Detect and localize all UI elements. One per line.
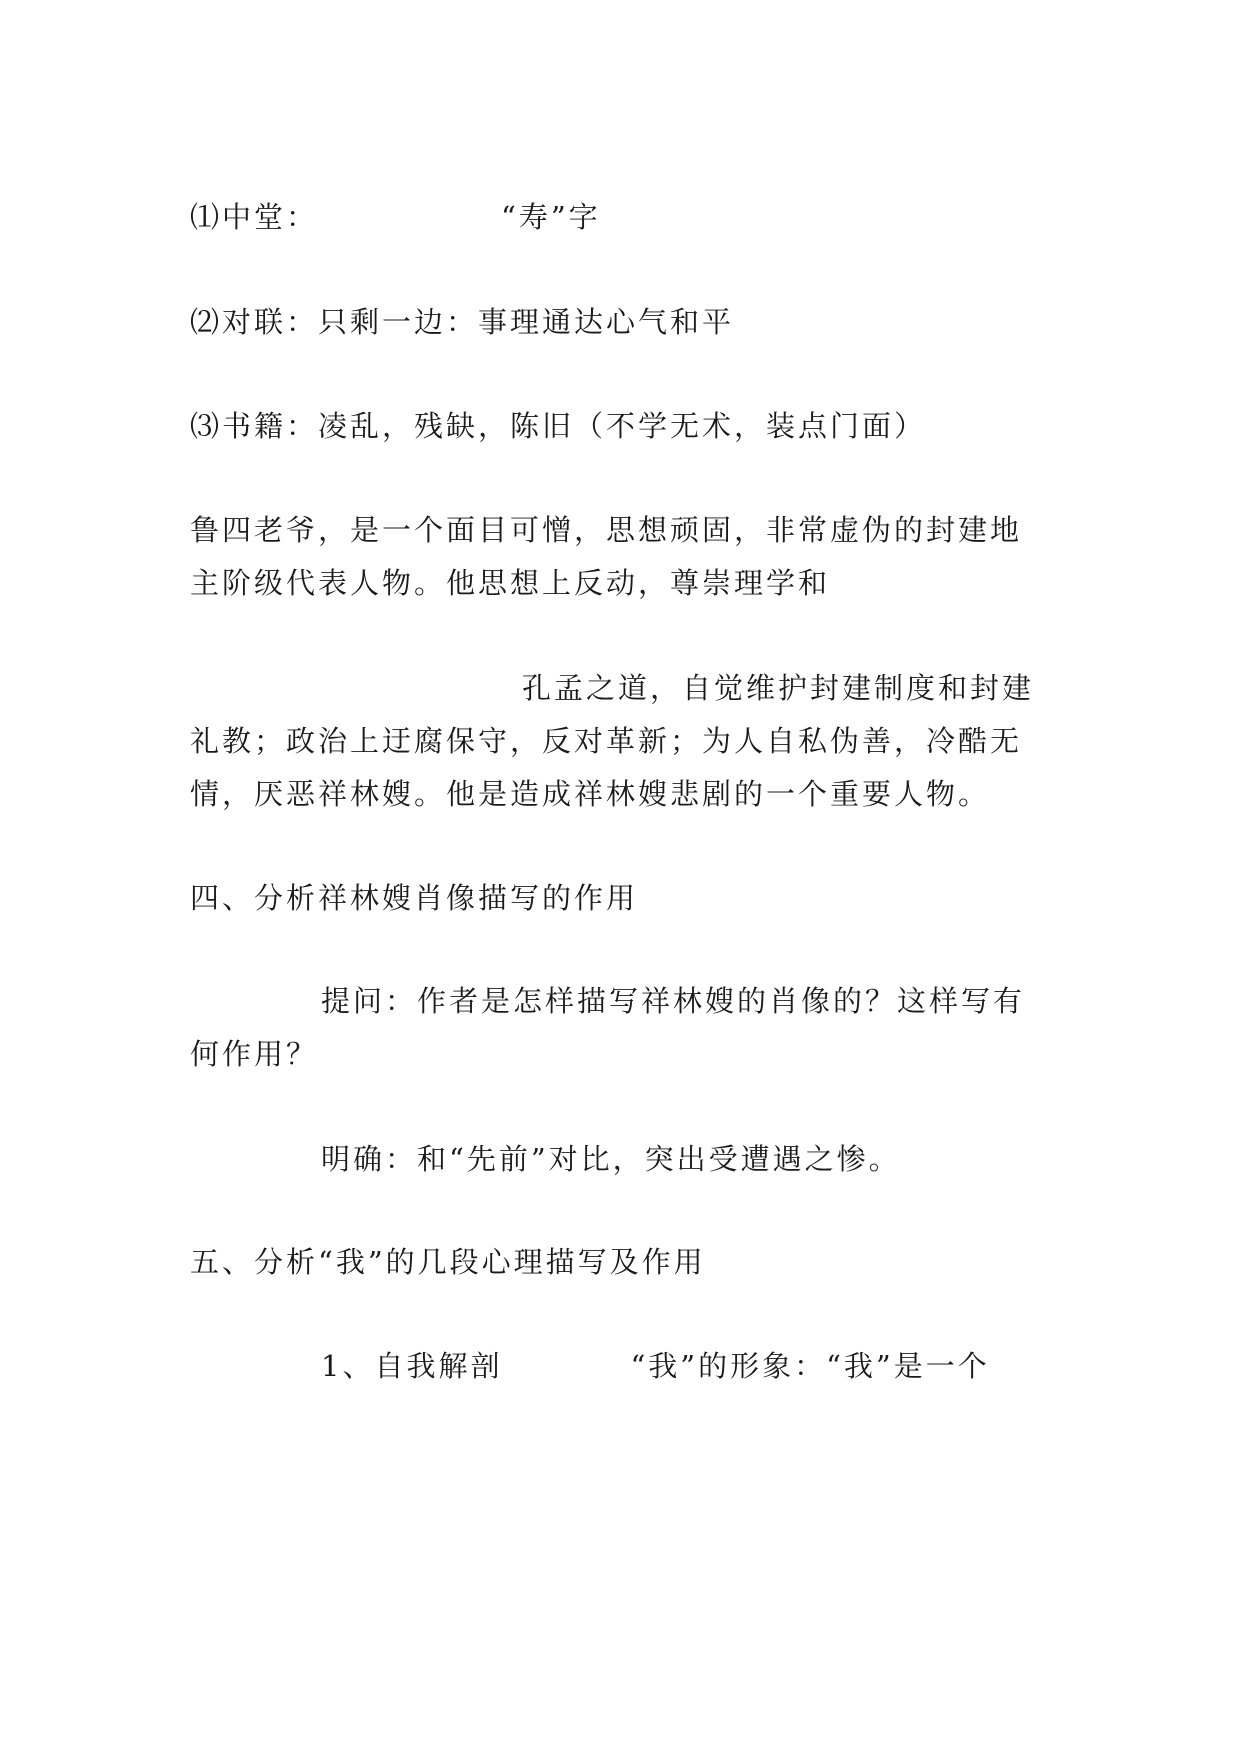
section5-item	[321, 1346, 990, 1386]
item-zhongtang-value: “寿”字	[501, 200, 601, 234]
section5-item-label: 1、自我解剖	[321, 1349, 503, 1383]
paragraph-line: 礼教；政治上迂腐保守，反对革新；为人自私伪善，冷酷无	[190, 724, 1023, 758]
section5-item-text: “我”的形象：“我”是一个	[630, 1349, 990, 1383]
item-zhongtang-label: ⑴中堂：	[190, 200, 319, 234]
item-duilian: ⑵对联：只剩一边：事理通达心气和平	[190, 305, 735, 339]
item-shuji: ⑶书籍：凌乱，残缺，陈旧（不学无术，装点门面）	[190, 409, 927, 443]
paragraph-line: 鲁四老爷，是一个面目可憎，思想顽固，非常虚伪的封建地	[190, 513, 1023, 547]
section-heading: 四、分析祥林嫂肖像描写的作用	[190, 881, 639, 915]
item-zhongtang	[190, 197, 601, 237]
answer-line: 明确：和“先前”对比，突出受遭遇之惨。	[321, 1142, 901, 1176]
paragraph-line: 情，厌恶祥林嫂。他是造成祥林嫂悲剧的一个重要人物。	[190, 777, 991, 811]
paragraph-line: 孔孟之道，自觉维护封建制度和封建	[522, 671, 1035, 705]
section-heading: 五、分析“我”的几段心理描写及作用	[190, 1245, 706, 1279]
question-line: 提问：作者是怎样描写祥林嫂的肖像的？这样写有	[321, 984, 1026, 1018]
question-line: 何作用？	[190, 1037, 319, 1071]
paragraph-line: 主阶级代表人物。他思想上反动，尊崇理学和	[190, 566, 831, 600]
